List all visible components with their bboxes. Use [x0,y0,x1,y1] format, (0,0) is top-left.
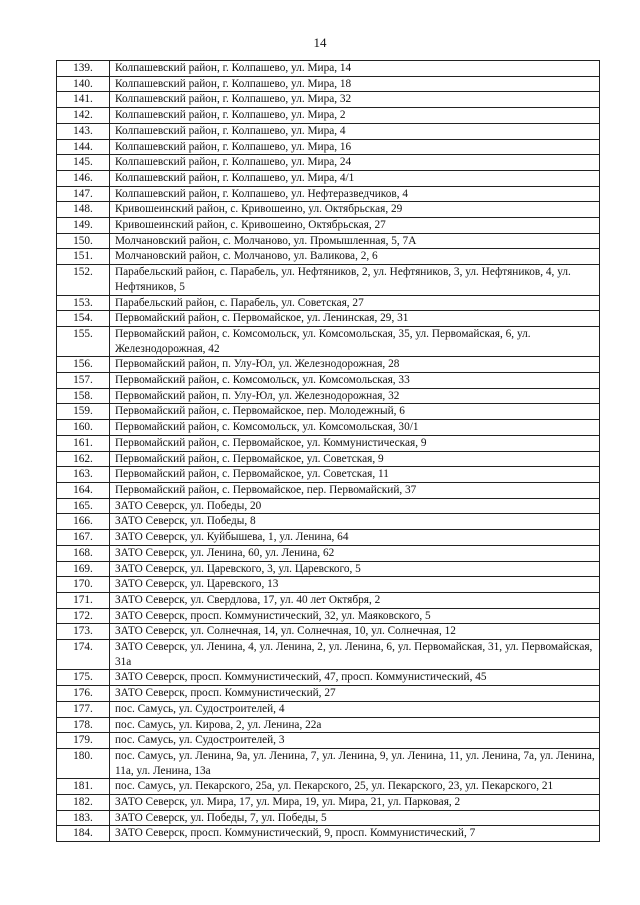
table-row [57,467,600,483]
row-address: ЗАТО Северск, ул. Куйбышева, 1, ул. Ленина, 64 [110,530,600,546]
row-number: 144. [57,139,110,155]
row-address: пос. Самусь, ул. Ленина, 9а, ул. Ленина, 7, ул. Ленина, 9, ул. Ленина, 11, ул. Ленина, 7а, ул. Ленина, 11а, ул. Ленина, 13а [110,748,600,778]
table-row [57,795,600,811]
table-row [57,311,600,327]
row-number: 176. [57,686,110,702]
row-address: пос. Самусь, ул. Судостроителей, 3 [110,733,600,749]
table-row [57,92,600,108]
row-address: Кривошеинский район, с. Кривошеино, ул. Октябрьская, 29 [110,202,600,218]
row-number: 183. [57,810,110,826]
row-number: 180. [57,748,110,778]
address-table [56,60,600,842]
table-row [57,373,600,389]
row-number: 145. [57,155,110,171]
row-address: Молчановский район, с. Молчаново, ул. Промышленная, 5, 7А [110,233,600,249]
table-row [57,108,600,124]
row-address: Молчановский район, с. Молчаново, ул. Валикова, 2, 6 [110,249,600,265]
table-row [57,155,600,171]
row-number: 171. [57,592,110,608]
row-number: 152. [57,265,110,295]
row-address: Первомайский район, с. Первомайское, ул. Советская, 9 [110,451,600,467]
row-address: ЗАТО Северск, ул. Победы, 20 [110,498,600,514]
row-number: 181. [57,779,110,795]
row-number: 179. [57,733,110,749]
row-address: Первомайский район, п. Улу-Юл, ул. Железнодорожная, 28 [110,357,600,373]
row-number: 175. [57,670,110,686]
row-number: 164. [57,482,110,498]
row-number: 139. [57,61,110,77]
row-address: Первомайский район, с. Комсомольск, ул. Комсомольская, 30/1 [110,420,600,436]
row-number: 163. [57,467,110,483]
table-row [57,388,600,404]
table-row [57,561,600,577]
row-address: ЗАТО Северск, ул. Солнечная, 14, ул. Солнечная, 10, ул. Солнечная, 12 [110,624,600,640]
row-number: 161. [57,435,110,451]
table-row [57,640,600,670]
row-number: 173. [57,624,110,640]
table-row [57,295,600,311]
row-address: ЗАТО Северск, ул. Победы, 8 [110,514,600,530]
row-number: 156. [57,357,110,373]
row-address: Парабельский район, с. Парабель, ул. Советская, 27 [110,295,600,311]
row-address: Первомайский район, с. Первомайское, пер. Первомайский, 37 [110,482,600,498]
row-number: 158. [57,388,110,404]
row-number: 148. [57,202,110,218]
row-number: 151. [57,249,110,265]
row-address: ЗАТО Северск, просп. Коммунистический, 32, ул. Маяковского, 5 [110,608,600,624]
table-row [57,577,600,593]
row-number: 155. [57,326,110,356]
table-row [57,826,600,842]
table-row [57,701,600,717]
table-row [57,514,600,530]
table-row [57,202,600,218]
table-row [57,61,600,77]
row-address: пос. Самусь, ул. Пекарского, 25а, ул. Пекарского, 25, ул. Пекарского, 23, ул. Пекарского, 21 [110,779,600,795]
row-number: 169. [57,561,110,577]
row-address: ЗАТО Северск, ул. Мира, 17, ул. Мира, 19, ул. Мира, 21, ул. Парковая, 2 [110,795,600,811]
table-row [57,249,600,265]
row-number: 140. [57,76,110,92]
row-address: Первомайский район, с. Комсомольск, ул. Комсомольская, 35, ул. Первомайская, 6, ул. Железнодорожная, 42 [110,326,600,356]
table-row [57,686,600,702]
row-address: Парабельский район, с. Парабель, ул. Нефтяников, 2, ул. Нефтяников, 3, ул. Нефтяников, 4, ул. Нефтяников, 5 [110,265,600,295]
row-number: 146. [57,170,110,186]
row-number: 159. [57,404,110,420]
row-number: 142. [57,108,110,124]
row-number: 149. [57,218,110,234]
row-address: Колпашевский район, г. Колпашево, ул. Мира, 14 [110,61,600,77]
row-address: Первомайский район, с. Первомайское, пер. Молодежный, 6 [110,404,600,420]
table-row [57,186,600,202]
row-number: 157. [57,373,110,389]
row-number: 174. [57,640,110,670]
row-number: 141. [57,92,110,108]
row-address: Первомайский район, с. Первомайское, ул. Советская, 11 [110,467,600,483]
table-row [57,357,600,373]
row-address: Первомайский район, с. Комсомольск, ул. Комсомольская, 33 [110,373,600,389]
row-number: 160. [57,420,110,436]
table-row [57,608,600,624]
row-number: 143. [57,123,110,139]
table-row [57,530,600,546]
table-row [57,420,600,436]
row-number: 150. [57,233,110,249]
address-table-body [57,61,600,842]
table-row [57,435,600,451]
row-address: ЗАТО Северск, просп. Коммунистический, 47, просп. Коммунистический, 45 [110,670,600,686]
row-number: 184. [57,826,110,842]
row-address: пос. Самусь, ул. Судостроителей, 4 [110,701,600,717]
row-address: Колпашевский район, г. Колпашево, ул. Нефтеразведчиков, 4 [110,186,600,202]
row-number: 162. [57,451,110,467]
table-row [57,451,600,467]
row-address: Первомайский район, с. Первомайское, ул. Коммунистическая, 9 [110,435,600,451]
row-address: Первомайский район, п. Улу-Юл, ул. Железнодорожная, 32 [110,388,600,404]
row-number: 166. [57,514,110,530]
row-address: ЗАТО Северск, ул. Победы, 7, ул. Победы, 5 [110,810,600,826]
row-number: 178. [57,717,110,733]
row-address: Колпашевский район, г. Колпашево, ул. Мира, 16 [110,139,600,155]
table-row [57,545,600,561]
table-row [57,139,600,155]
table-row [57,482,600,498]
row-address: Колпашевский район, г. Колпашево, ул. Мира, 4 [110,123,600,139]
row-number: 177. [57,701,110,717]
row-address: ЗАТО Северск, просп. Коммунистический, 27 [110,686,600,702]
row-number: 182. [57,795,110,811]
row-address: ЗАТО Северск, ул. Царевского, 3, ул. Царевского, 5 [110,561,600,577]
table-row [57,76,600,92]
row-address: Колпашевский район, г. Колпашево, ул. Мира, 2 [110,108,600,124]
table-row [57,670,600,686]
table-row [57,218,600,234]
row-number: 170. [57,577,110,593]
row-address: пос. Самусь, ул. Кирова, 2, ул. Ленина, 22а [110,717,600,733]
row-address: Колпашевский район, г. Колпашево, ул. Мира, 32 [110,92,600,108]
table-row [57,326,600,356]
table-row [57,810,600,826]
row-address: Кривошеинский район, с. Кривошеино, Октябрьская, 27 [110,218,600,234]
row-number: 167. [57,530,110,546]
table-row [57,498,600,514]
row-address: Колпашевский район, г. Колпашево, ул. Мира, 4/1 [110,170,600,186]
row-number: 154. [57,311,110,327]
row-number: 147. [57,186,110,202]
table-row [57,592,600,608]
page-number: 14 [313,35,327,50]
table-row [57,233,600,249]
table-row [57,265,600,295]
row-address: Колпашевский район, г. Колпашево, ул. Мира, 18 [110,76,600,92]
row-address: Колпашевский район, г. Колпашево, ул. Мира, 24 [110,155,600,171]
row-number: 168. [57,545,110,561]
row-address: ЗАТО Северск, ул. Свердлова, 17, ул. 40 лет Октября, 2 [110,592,600,608]
row-address: ЗАТО Северск, ул. Ленина, 4, ул. Ленина, 2, ул. Ленина, 6, ул. Первомайская, 31, ул. Первомайская, 31а [110,640,600,670]
table-row [57,717,600,733]
table-row [57,748,600,778]
row-number: 172. [57,608,110,624]
table-row [57,779,600,795]
row-address: ЗАТО Северск, просп. Коммунистический, 9, просп. Коммунистический, 7 [110,826,600,842]
table-row [57,404,600,420]
table-row [57,170,600,186]
row-address: ЗАТО Северск, ул. Царевского, 13 [110,577,600,593]
row-number: 153. [57,295,110,311]
table-row [57,123,600,139]
row-address: ЗАТО Северск, ул. Ленина, 60, ул. Ленина, 62 [110,545,600,561]
table-row [57,733,600,749]
row-number: 165. [57,498,110,514]
table-row [57,624,600,640]
row-address: Первомайский район, с. Первомайское, ул. Ленинская, 29, 31 [110,311,600,327]
